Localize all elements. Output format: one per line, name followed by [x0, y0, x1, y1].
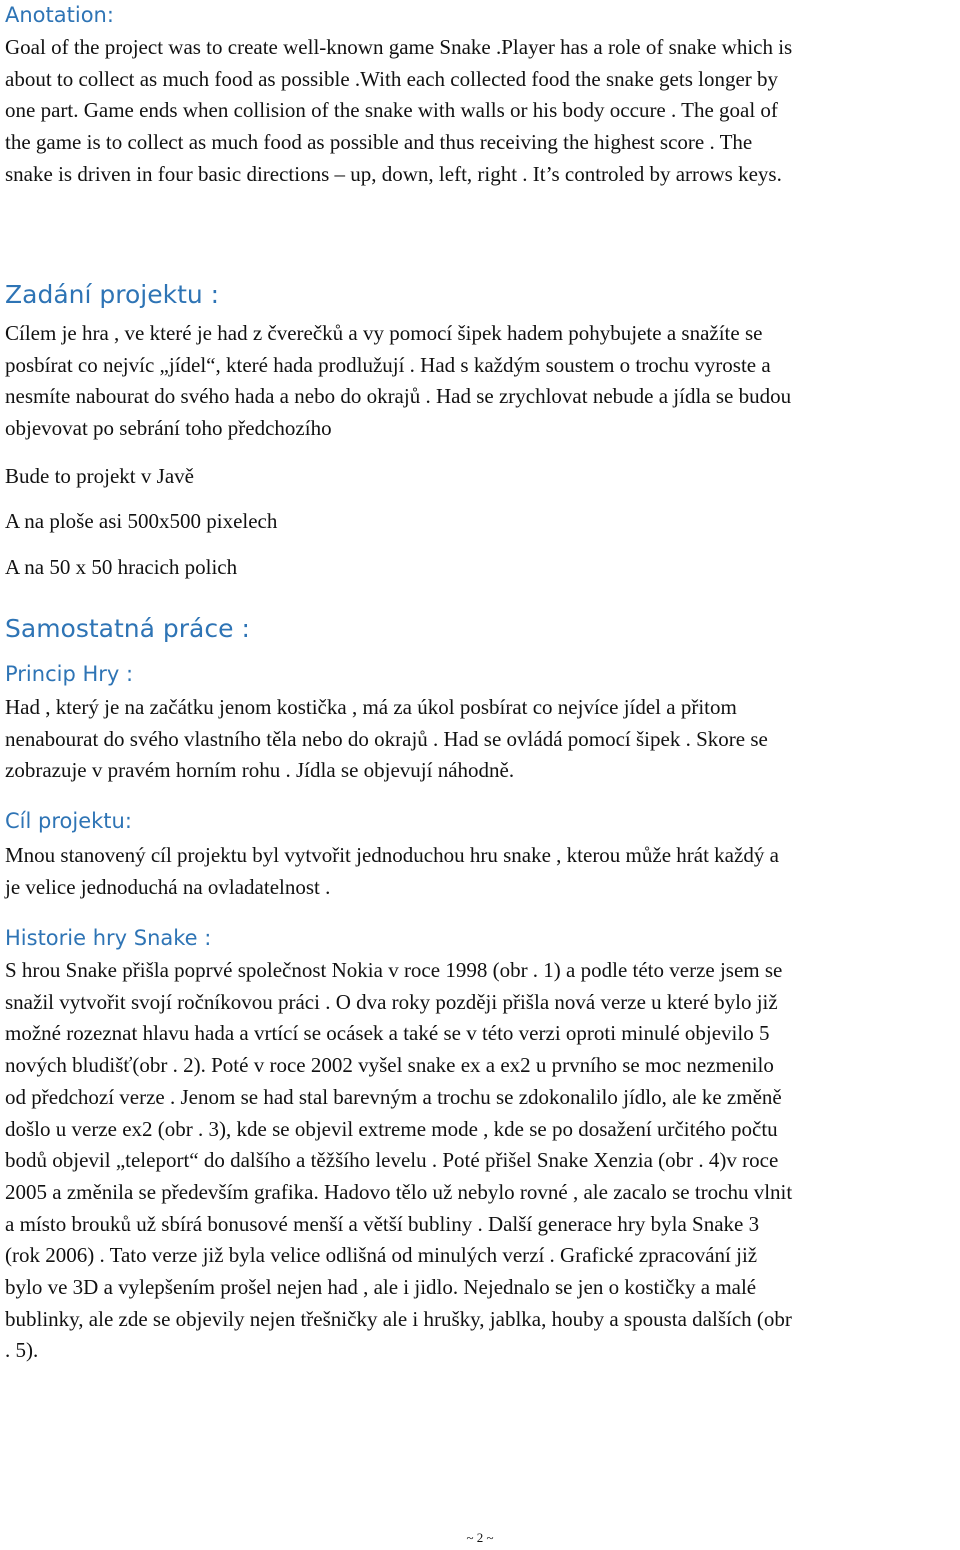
historie-line: bodů objevil „teleport“ do dalšího a těžšího levelu . Poté přišel Snake Xenzia (obr . 4)v roce: [5, 1148, 779, 1173]
princip-paragraph: [5, 692, 955, 787]
zadani-area-line: A na ploše asi 500x500 pixelech: [5, 509, 278, 533]
zadani-line: nesmíte nabourat do svého hada a nebo do okrajů . Had se zrychlovat nebude a jídla se budou: [5, 384, 792, 409]
historie-line: 2005 a změnila se především grafika. Hadovo tělo už nebylo rovné , ale zacalo se trochu vlnit: [5, 1179, 793, 1204]
historie-heading: Historie hry Snake :: [5, 926, 212, 950]
historie-line: . 5).: [5, 1338, 39, 1363]
zadani-paragraph: [5, 318, 955, 445]
anotation-line: Goal of the project was to create well-known game Snake .Player has a role of snake which is: [5, 35, 793, 59]
zadani-line: posbírat co nejvíc „jídel“, které hada prodlužují . Had s každým soustem o trochu vyroste a: [5, 352, 771, 377]
cil-line: je velice jednoduchá na ovladatelnost .: [5, 874, 331, 899]
historie-line: došlo u verze ex2 (obr . 3), kde se objevil extreme mode , kde se po dosažení určitého počtu: [5, 1116, 778, 1141]
cil-heading: Cíl projektu:: [5, 809, 132, 833]
historie-line: snažil vytvořit svojí ročníkovou práci . O dva roky později přišla nová verze u které bylo již: [5, 989, 778, 1014]
anotation-line: one part. Game ends when collision of the snake with walls or his body occure . The goal of: [5, 98, 778, 123]
anotation-paragraph: [5, 32, 955, 191]
princip-heading: Princip Hry :: [5, 662, 134, 686]
historie-paragraph: [5, 955, 955, 1367]
historie-line: S hrou Snake přišla poprvé společnost Nokia v roce 1998 (obr . 1) a podle této verze jsem se: [5, 958, 783, 982]
princip-line: nenabourat do svého vlastního těla nebo do okrajů . Had se ovládá pomocí šipek . Skore se: [5, 726, 768, 751]
samostatna-heading: Samostatná práce :: [5, 614, 250, 643]
anotation-line: the game is to collect as much food as possible and thus receiving the highest score . The: [5, 130, 753, 155]
princip-line: Had , který je na začátku jenom kostička , má za úkol posbírat co nejvíce jídel a přitom: [5, 695, 737, 719]
princip-line: zobrazuje v pravém horním rohu . Jídla se objevují náhodně.: [5, 758, 515, 783]
zadani-fields-line: A na 50 x 50 hracich polich: [5, 555, 238, 579]
historie-line: od předchozí verze . Jenom se had stal barevným a trochu se zdokonalilo jídlo, ale ke změně: [5, 1084, 782, 1109]
page-number: ~ 2 ~: [466, 1530, 494, 1545]
historie-line: a místo brouků už sbírá bonusové menší a větší bubliny . Další generace hry byla Snake 3: [5, 1211, 760, 1236]
cil-line: Mnou stanovený cíl projektu byl vytvořit jednoduchou hru snake , kterou může hrát každý a: [5, 843, 779, 867]
zadani-line: objevovat po sebrání toho předchozího: [5, 416, 332, 441]
anotation-heading: Anotation:: [5, 3, 114, 27]
historie-line: bylo ve 3D a vylepšením prošel nejen had , ale i jidlo. Nejednalo se jen o kostičky a malé: [5, 1275, 757, 1300]
historie-line: možné rozeznat hlavu hada a vrtící se ocásek a také se v této verzi oproti minulé objevilo 5: [5, 1021, 770, 1046]
historie-line: (rok 2006) . Tato verze již byla velice odlišná od minulých verzí . Grafické zpracování již: [5, 1243, 758, 1268]
historie-line: bublinky, ale zde se objevily nejen třešničky ale i hrušky, jablka, houby a spousta dalších (obr: [5, 1306, 792, 1331]
cil-paragraph: [5, 840, 955, 903]
anotation-line: snake is driven in four basic directions – up, down, left, right . It’s controled by arrows keys.: [5, 161, 782, 186]
zadani-line: Cílem je hra , ve které je had z čverečků a vy pomocí šipek hadem pohybujete a snažíte se: [5, 321, 763, 345]
zadani-heading: Zadání projektu :: [5, 280, 220, 309]
anotation-line: about to collect as much food as possible .With each collected food the snake gets longer by: [5, 66, 779, 91]
historie-line: nových bludišť(obr . 2). Poté v roce 2002 vyšel snake ex a ex2 u prvního se moc nezmenilo: [5, 1053, 774, 1078]
zadani-java-line: Bude to projekt v Javě: [5, 464, 194, 488]
